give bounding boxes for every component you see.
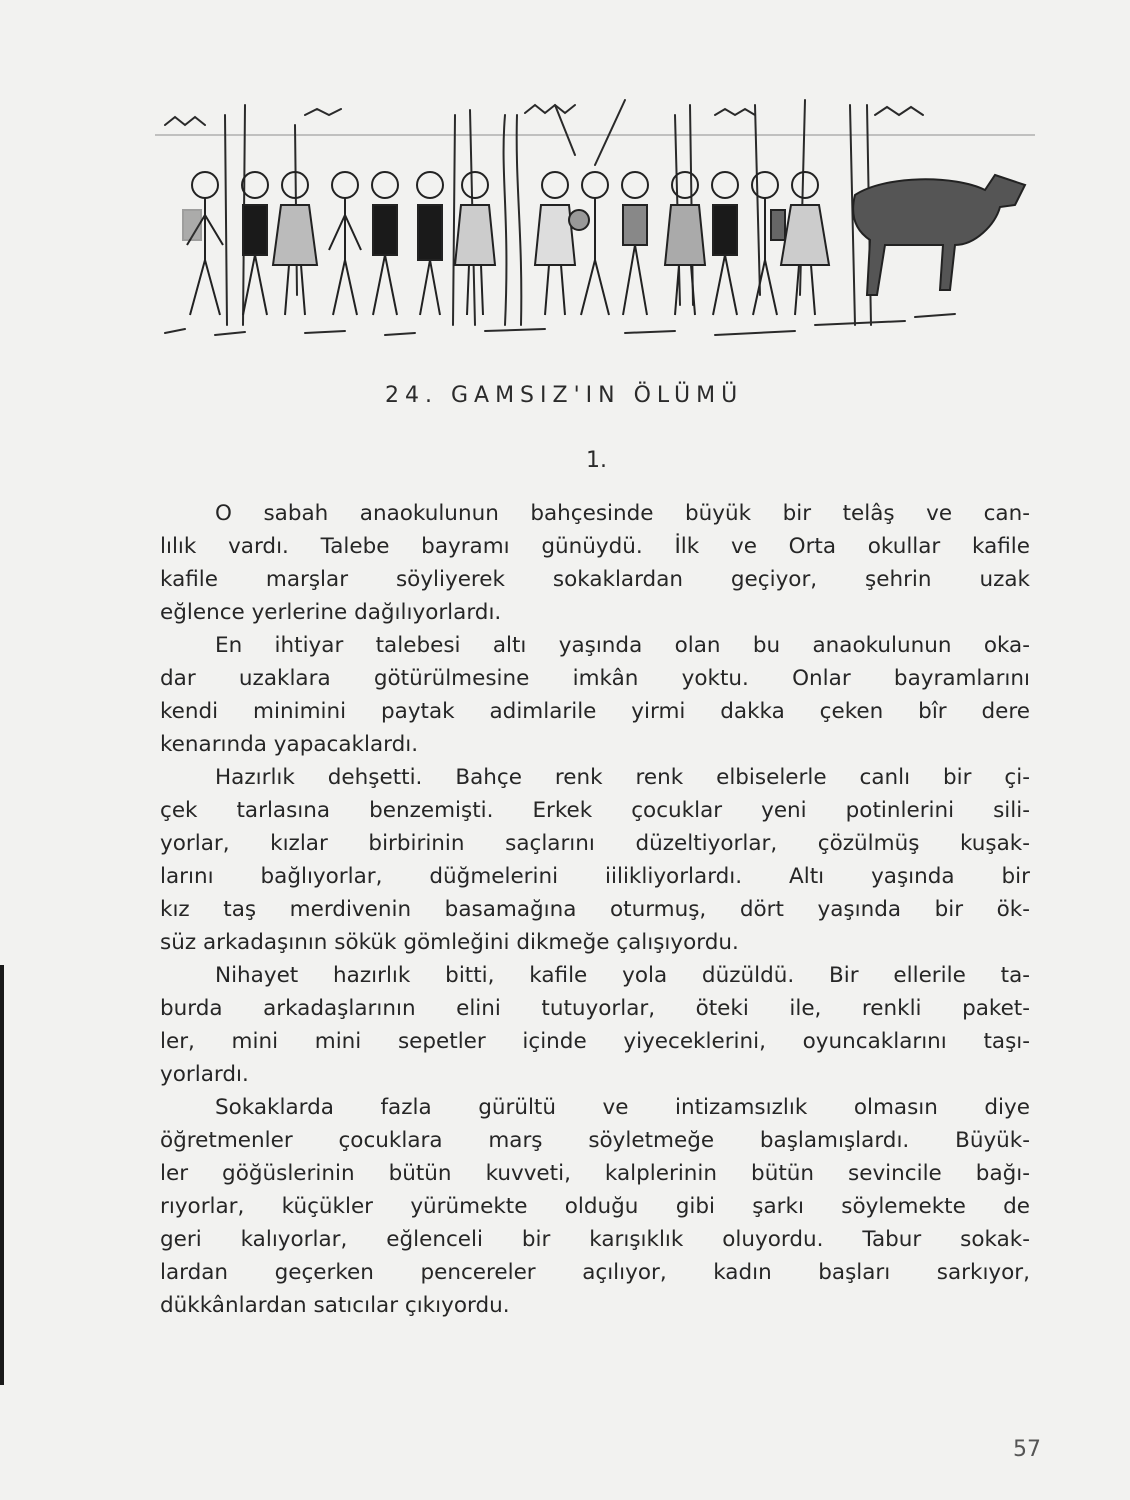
text-line: dükkânlardan satıcılar çıkıyordu.: [160, 1293, 510, 1318]
text-line: burda arkadaşlarının elini tutuyorlar, öteki ile, renkli paket-: [160, 996, 1030, 1021]
children-walking-in-woods-with-dog-illustration: [155, 95, 1035, 345]
text-line: süz arkadaşının sökük gömleğini dikmeğe çalışıyordu.: [160, 930, 739, 955]
text-line: kenarında yapacaklardı.: [160, 732, 419, 757]
page-number: 57: [1013, 1437, 1041, 1462]
text-line: Sokaklarda fazla gürültü ve intizamsızlık olmasın diye: [215, 1095, 1030, 1120]
text-line: rıyorlar, küçükler yürümekte olduğu gibi şarkı söylemekte de: [160, 1194, 1030, 1219]
body-text: [160, 497, 1030, 1322]
text-line: ler göğüslerinin bütün kuvveti, kalplerinin bütün sevincile bağı-: [160, 1161, 1030, 1186]
text-line: kafile marşlar söyliyerek sokaklardan geçiyor, şehrin uzak: [160, 567, 1030, 592]
text-line: çek tarlasına benzemişti. Erkek çocuklar yeni potinlerini sili-: [160, 798, 1030, 823]
text-line: Hazırlık dehşetti. Bahçe renk renk elbiselerle canlı bir çi-: [215, 765, 1030, 790]
text-line: eğlence yerlerine dağılıyorlardı.: [160, 600, 502, 625]
text-line: lardan geçerken pencereler açılıyor, kadın başları sarkıyor,: [160, 1260, 1030, 1285]
chapter-title: 24. GAMSIZ'IN ÖLÜMÜ: [385, 383, 744, 408]
text-line: ler, mini mini sepetler içinde yiyeceklerini, oyuncaklarını taşı-: [160, 1029, 1030, 1054]
section-number: 1.: [586, 448, 607, 473]
scan-edge-shadow: [0, 965, 4, 1385]
text-line: lılık vardı. Talebe bayramı günüydü. İlk ve Orta okullar kafile: [160, 534, 1030, 559]
text-line: öğretmenler çocuklara marş söyletmeğe başlamışlardı. Büyük-: [160, 1128, 1030, 1153]
text-line: kendi minimini paytak adimlarile yirmi dakka çeken bîr dere: [160, 699, 1030, 724]
text-line: kız taş merdivenin basamağına oturmuş, dört yaşında bir ök-: [160, 897, 1030, 922]
text-line: O sabah anaokulunun bahçesinde büyük bir telâş ve can-: [215, 501, 1030, 526]
text-line: En ihtiyar talebesi altı yaşında olan bu anaokulunun oka-: [215, 633, 1030, 658]
text-line: yorlardı.: [160, 1062, 249, 1087]
text-line: dar uzaklara götürülmesine imkân yoktu. Onlar bayramlarını: [160, 666, 1030, 691]
text-line: geri kalıyorlar, eğlenceli bir karışıklık oluyordu. Tabur sokak-: [160, 1227, 1030, 1252]
text-line: larını bağlıyorlar, düğmelerini iilikliyorlardı. Altı yaşında bir: [160, 864, 1030, 889]
text-line: yorlar, kızlar birbirinin saçlarını düzeltiyorlar, çözülmüş kuşak-: [160, 831, 1030, 856]
text-line: Nihayet hazırlık bitti, kafile yola düzüldü. Bir ellerile ta-: [215, 963, 1030, 988]
